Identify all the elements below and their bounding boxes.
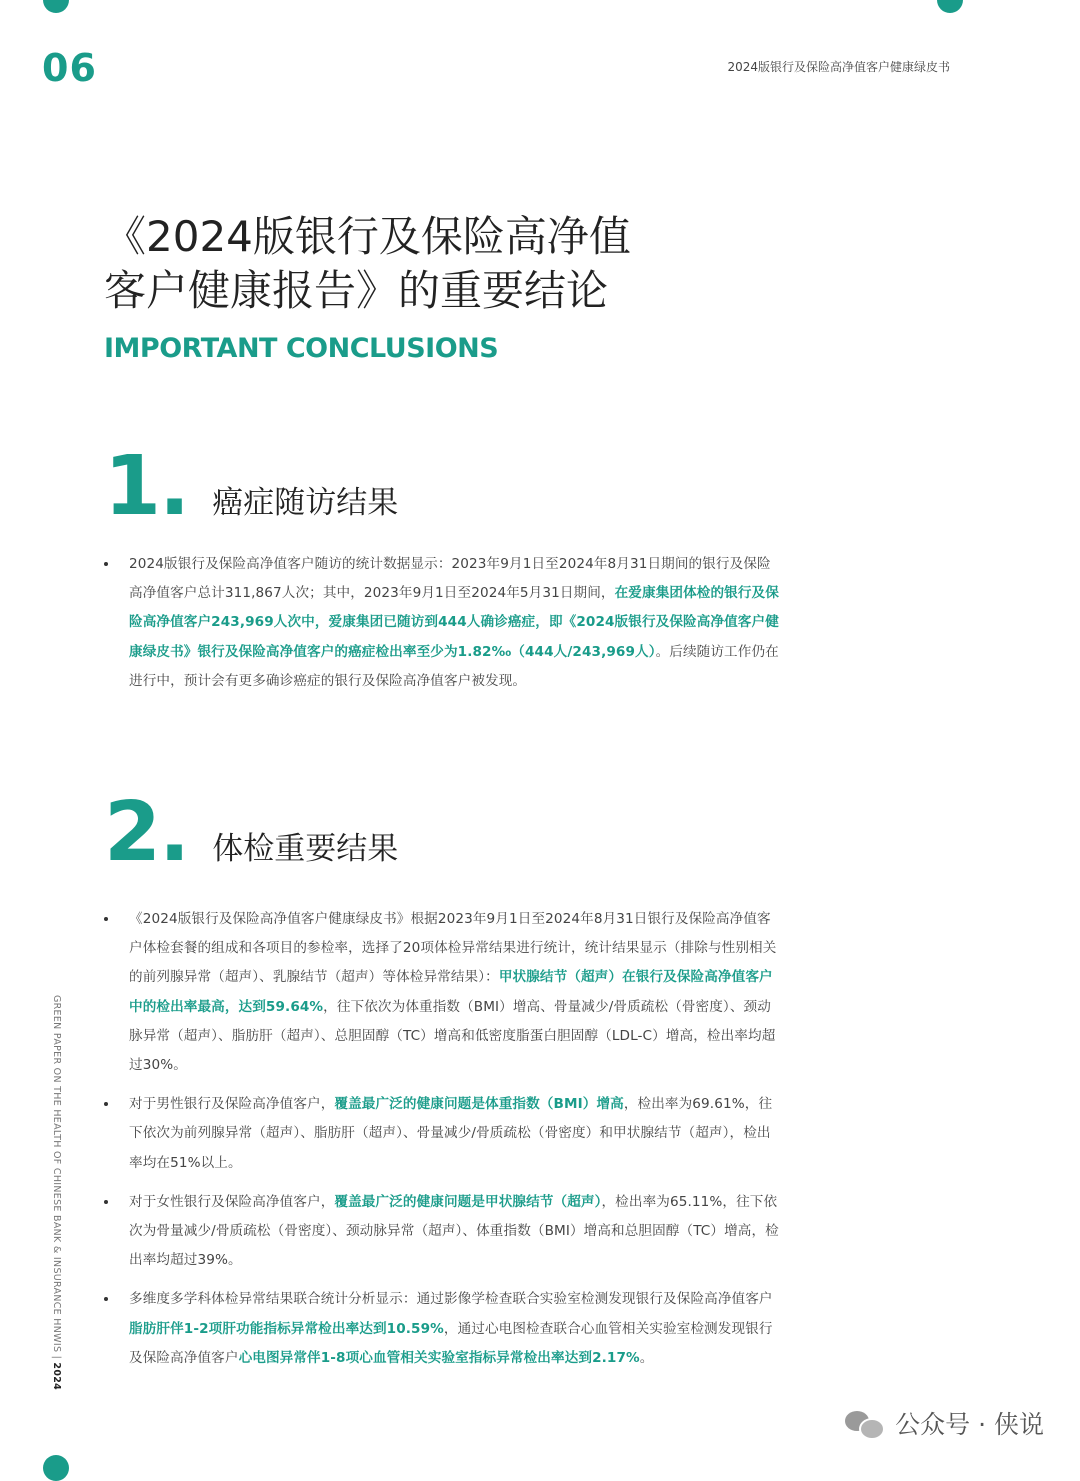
bullet-item [104, 905, 784, 1080]
page-title [104, 210, 804, 318]
decorative-dot-top-right [937, 0, 963, 13]
highlight-text: 脂肪肝伴1-2项肝功能指标异常检出率达到10.59% [129, 1320, 444, 1337]
body-text: 对于男性银行及保险高净值客户， [129, 1096, 335, 1113]
body-text: 对于女性银行及保险高净值客户， [129, 1193, 335, 1210]
watermark [845, 1405, 1044, 1441]
highlight-text: 覆盖最广泛的健康问题是甲状腺结节（超声） [334, 1193, 602, 1210]
section-2-heading [104, 785, 399, 880]
highlight-text: 心电图异常伴1-8项心血管相关实验室指标异常检出率达到2.17% [238, 1349, 640, 1366]
bullet-item [104, 1090, 784, 1178]
highlight-text: 甲状腺结节（超声）在银行及保险高净值客户中的检出率最高，达到59.64% [129, 969, 773, 1015]
section-1-number: 1. [104, 439, 189, 534]
bullet-item [104, 1285, 784, 1373]
decorative-dot-top-left [43, 0, 69, 13]
section-2-number: 2. [104, 785, 189, 880]
section-1-heading [104, 439, 399, 534]
body-text: 。 [639, 1349, 654, 1366]
body-text: 多维度多学科体检异常结果联合统计分析显示：通过影像学检查联合实验室检测发现银行及保险高净值客户 [129, 1291, 773, 1308]
side-vertical-caption [51, 995, 62, 1390]
bullet-item [104, 1188, 784, 1276]
body-text: 。后续随访工作仍在进行中，预计会有更多确诊癌症的银行及保险高净值客户被发现。 [129, 643, 779, 689]
body-text: ，检出率为69.61%，往下依次为前列腺异常（超声）、脂肪肝（超声）、骨量减少/骨质疏松（骨密度）和甲状腺结节（超声），检出率均在51%以上。 [129, 1096, 773, 1171]
wechat-icon [845, 1409, 885, 1437]
side-caption-text: GREEN PAPER ON THE HEALTH OF CHINESE BANK & INSURANCE HNWIS | [51, 995, 62, 1363]
decorative-dot-bottom-left [43, 1455, 69, 1481]
section-2-title: 体检重要结果 [212, 831, 399, 867]
body-text: ，检出率为65.11%，往下依次为骨量减少/骨质疏松（骨密度）、颈动脉异常（超声）、体重指数（BMI）增高和总胆固醇（TC）增高，检出率均超过39%。 [129, 1193, 779, 1269]
body-text: ，通过心电图检查联合心血管相关实验室检测发现银行及保险高净值客户 [129, 1320, 773, 1366]
english-subtitle: IMPORTANT CONCLUSIONS [104, 333, 499, 364]
body-text: ，往下依次为体重指数（BMI）增高、骨量减少/骨质疏松（骨密度）、颈动脉异常（超声）、脂肪肝（超声）、总胆固醇（TC）增高和低密度脂蛋白胆固醇（LDL-C）增高，检出率均超过30%。 [129, 998, 776, 1074]
highlight-text: 覆盖最广泛的健康问题是体重指数（BMI）增高 [334, 1096, 624, 1113]
watermark-text: 公众号 · 侠说 [895, 1410, 1044, 1439]
report-header-title: 2024版银行及保险高净值客户健康绿皮书 [727, 60, 950, 74]
section-1-bullet-list [104, 550, 784, 706]
page-title-line-2: 客户健康报告》的重要结论 [104, 266, 609, 315]
page-number: 06 [42, 46, 97, 90]
highlight-text: 在爱康集团体检的银行及保险高净值客户243,969人次中，爱康集团已随访到444人确诊癌症，即《2024版银行及保险高净值客户健康绿皮书》银行及保险高净值客户的癌症检出率至少为1.82‰（444人/243,969人） [129, 585, 779, 660]
bullet-item [104, 550, 784, 696]
side-caption-year: 2024 [51, 1362, 62, 1391]
body-text: 2024版银行及保险高净值客户随访的统计数据显示：2023年9月1日至2024年8月31日期间的银行及保险高净值客户总计311,867人次；其中，2023年9月1日至2024年5月31日期间， [129, 556, 771, 602]
page-title-line-1: 《2024版银行及保险高净值 [104, 212, 631, 261]
section-2-bullet-list [104, 905, 784, 1383]
section-1-title: 癌症随访结果 [212, 485, 399, 521]
body-text: 《2024版银行及保险高净值客户健康绿皮书》根据2023年9月1日至2024年8月31日银行及保险高净值客户体检套餐的组成和各项目的参检率，选择了20项体检异常结果进行统计，统计结果显示（排除与性别相关的前列腺异常（超声）、乳腺结节（超声）等体检异常结果）： [129, 911, 777, 986]
